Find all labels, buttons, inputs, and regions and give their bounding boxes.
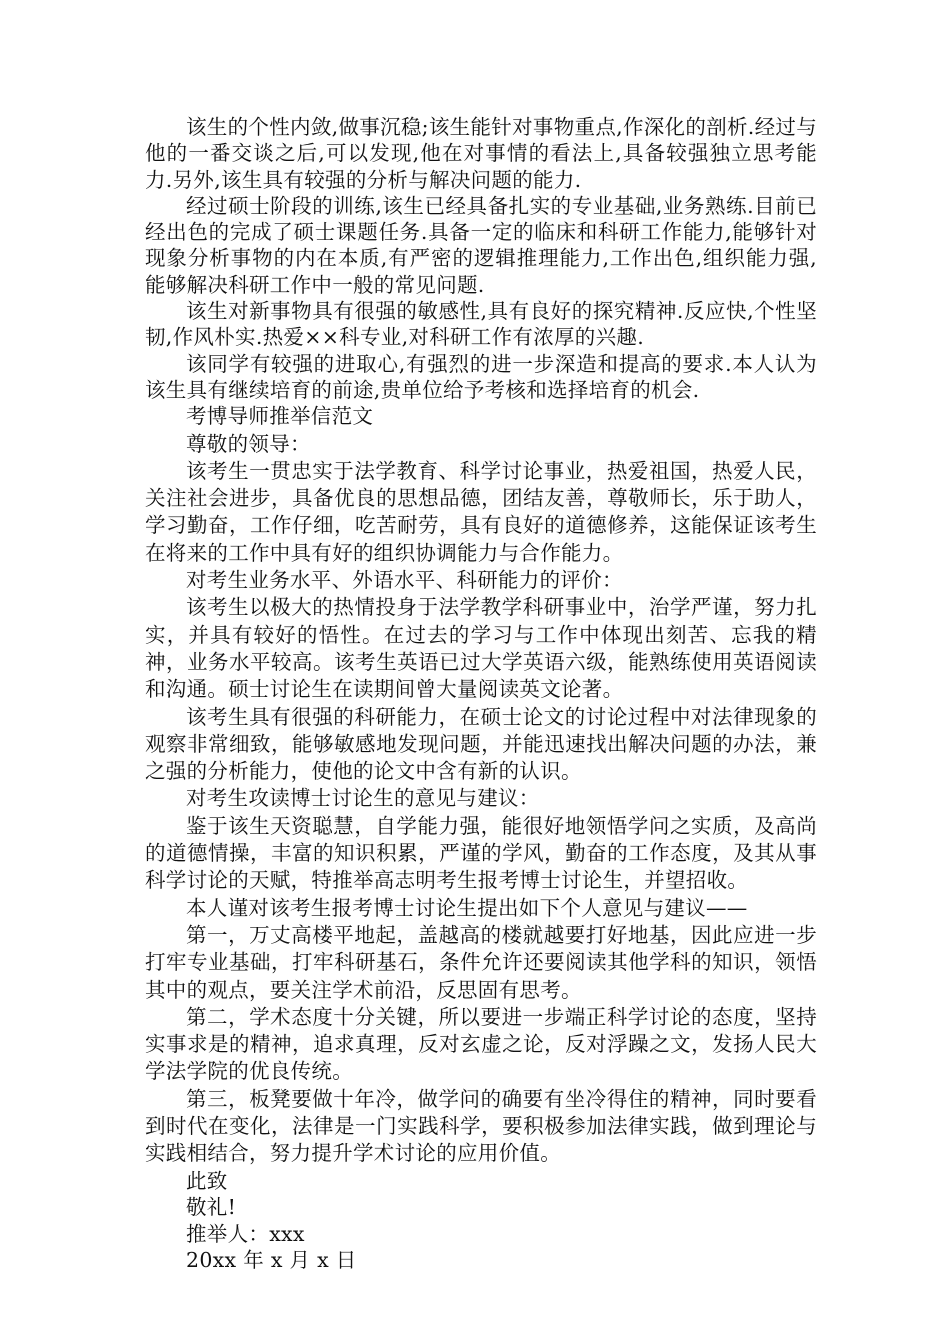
letter2-paragraph-3: 该考生以极大的热情投身于法学教学科研事业中，治学严谨，努力扎实，并具有较好的悟性。在过去的学习与工作中体现出刻苦、忘我的精神，业务水平较高。该考生英语已过大学英语六级，能熟练使用英语阅读和沟通。硕士讨论生在读期间曾大量阅读英文论著。: [145, 595, 817, 702]
date-line: 20xx 年 x 月 x 日: [186, 1248, 357, 1273]
letter1-paragraph-4: 该同学有较强的进取心,有强烈的进一步深造和提高的要求.本人认为该生具有继续培育的前途,贵单位给予考核和选择培育的机会.: [145, 351, 817, 402]
letter2-paragraph-6: 鉴于该生天资聪慧，自学能力强，能很好地领悟学问之实质，及高尚的道德情操，丰富的知识积累，严谨的学风，勤奋的工作态度，及其从事科学讨论的天赋，特推举高志明考生报考博士讨论生，并望招收。: [145, 813, 817, 893]
closing-line: 此致: [186, 1168, 228, 1193]
letter2-paragraph-5: 对考生攻读博士讨论生的意见与建议：: [186, 786, 540, 811]
letter-two: [145, 403, 817, 1167]
letter1-paragraph-1: 该生的个性内敛,做事沉稳;该生能针对事物重点,作深化的剖析.经过与他的一番交谈之后,可以发现,他在对事情的看法上,具备较强独立思考能力.另外,该生具有较强的分析与解决问题的能力.: [145, 115, 817, 192]
salute-line: 敬礼!: [186, 1195, 237, 1220]
letter2-paragraph-8: 第一，万丈高楼平地起，盖越高的楼就越要打好地基，因此应进一步打牢专业基础，打牢科研基石，条件允许还要阅读其他学科的知识，领悟其中的观点，要关注学术前沿，反思固有思考。: [145, 922, 817, 1002]
letter2-paragraph-2: 对考生业务水平、外语水平、科研能力的评价：: [186, 568, 623, 593]
letter2-greeting: 尊敬的领导：: [186, 431, 311, 456]
letter2-paragraph-1: 该考生一贯忠实于法学教育、科学讨论事业，热爱祖国，热爱人民，关注社会进步，具备优良的思想品德，团结友善，尊敬师长，乐于助人，学习勤奋，工作仔细，吃苦耐劳，具有良好的道德修养，这能保证该考生在将来的工作中具有好的组织协调能力与合作能力。: [145, 458, 817, 565]
letter2-paragraph-9: 第二，学术态度十分关键，所以要进一步端正科学讨论的态度，坚持实事求是的精神，追求真理，反对玄虚之论，反对浮躁之文，发扬人民大学法学院的优良传统。: [145, 1004, 817, 1084]
letter1-paragraph-2: 经过硕士阶段的训练,该生已经具备扎实的专业基础,业务熟练.目前已经出色的完成了硕士课题任务.具备一定的临床和科研工作能力,能够针对现象分析事物的内在本质,有严密的逻辑推理能力,工作出色,组织能力强,能够解决科研工作中一般的常见问题.: [145, 193, 817, 297]
letter2-title: 考博导师推举信范文: [186, 404, 374, 429]
letter-signoff: [145, 1168, 817, 1274]
letter2-paragraph-10: 第三，板凳要做十年冷，做学问的确要有坐冷得住的精神，同时要看到时代在变化，法律是一门实践科学，要积极参加法律实践，做到理论与实践相结合，努力提升学术讨论的应用价值。: [145, 1086, 817, 1166]
document-page: [145, 114, 817, 1274]
letter-one: [145, 114, 817, 403]
letter2-paragraph-4: 该考生具有很强的科研能力，在硕士论文的讨论过程中对法律现象的观察非常细致，能够敏感地发现问题，并能迅速找出解决问题的办法，兼之强的分析能力，使他的论文中含有新的认识。: [145, 704, 817, 784]
recommender-line: 推举人：xxx: [186, 1221, 305, 1246]
letter1-paragraph-3: 该生对新事物具有很强的敏感性,具有良好的探究精神.反应快,个性坚韧,作风朴实.热爱××科专业,对科研工作有浓厚的兴趣.: [145, 299, 817, 350]
letter2-paragraph-7: 本人谨对该考生报考博士讨论生提出如下个人意见与建议——: [186, 895, 748, 920]
